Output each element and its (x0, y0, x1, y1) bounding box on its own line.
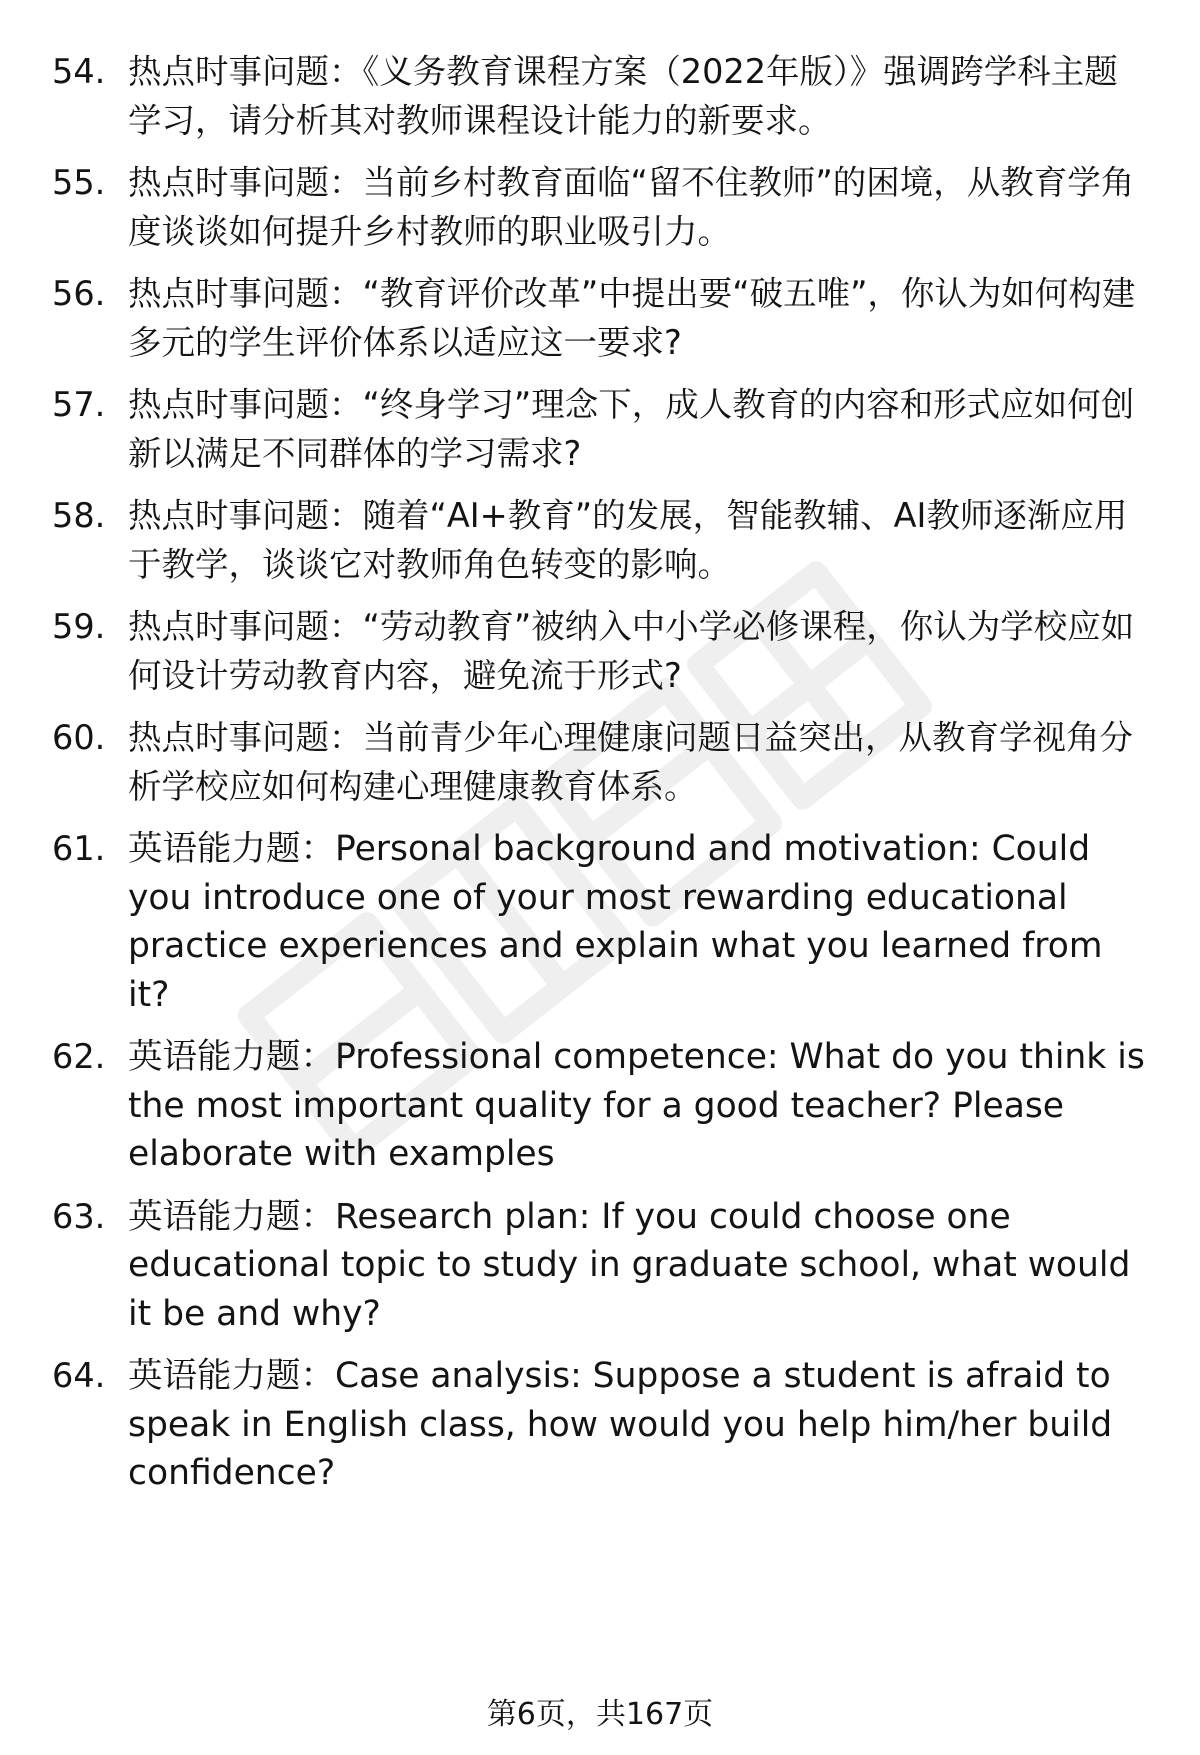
question-number: 57. (52, 385, 106, 424)
page-footer (0, 1697, 1200, 1733)
question-number: 62. (52, 1037, 106, 1076)
question-number: 55. (52, 163, 106, 202)
question-text: 英语能力题：Case analysis: Suppose a student is afraid to speak in English class, how would you help him/her build confidence? (128, 1356, 1113, 1493)
question-text: 热点时事问题：“教育评价改革”中提出要“破五唯”，你认为如何构建多元的学生评价体系以适应这一要求? (128, 274, 1136, 362)
question-item-61 (0, 825, 1200, 1019)
question-text: 英语能力题：Personal background and motivation: Could you introduce one of your most rewarding educational practice experiences and explain what you learned from it? (128, 829, 1103, 1015)
question-text: 热点时事问题：“劳动教育”被纳入中小学必修课程，你认为学校应如何设计劳动教育内容，避免流于形式? (128, 607, 1135, 695)
question-text: 热点时事问题：《义务教育课程方案（2022年版）》强调跨学科主题学习，请分析其对教师课程设计能力的新要求。 (128, 52, 1118, 140)
question-item-60 (0, 714, 1200, 811)
question-text: 热点时事问题：当前乡村教育面临“留不住教师”的困境，从教育学角度谈谈如何提升乡村教师的职业吸引力。 (128, 163, 1135, 251)
question-text: 热点时事问题：“终身学习”理念下，成人教育的内容和形式应如何创新以满足不同群体的学习需求? (128, 385, 1135, 473)
question-item-54 (0, 48, 1200, 145)
question-list (0, 48, 1200, 1512)
question-item-56 (0, 270, 1200, 367)
question-text: 英语能力题：Research plan: If you could choose one educational topic to study in graduate school, what would it be and why? (128, 1196, 1131, 1334)
question-item-59 (0, 603, 1200, 700)
question-number: 64. (52, 1356, 106, 1395)
question-number: 60. (52, 718, 106, 757)
question-number: 54. (52, 52, 106, 91)
question-item-64 (0, 1352, 1200, 1498)
question-item-58 (0, 492, 1200, 589)
question-number: 61. (52, 829, 106, 868)
question-number: 59. (52, 607, 106, 646)
question-item-57 (0, 381, 1200, 478)
question-item-63 (0, 1193, 1200, 1339)
question-text: 英语能力题：Professional competence: What do you think is the most important quality for a good teacher? Please elaborate with examples (128, 1037, 1145, 1174)
question-number: 58. (52, 496, 106, 535)
question-item-62 (0, 1033, 1200, 1179)
page-number-label: 第6页，共167页 (486, 1697, 714, 1732)
question-number: 63. (52, 1196, 106, 1236)
question-item-55 (0, 159, 1200, 256)
question-number: 56. (52, 274, 106, 313)
question-text: 热点时事问题：随着“AI+教育”的发展，智能教辅、AI教师逐渐应用于教学，谈谈它对教师角色转变的影响。 (128, 496, 1128, 584)
question-text: 热点时事问题：当前青少年心理健康问题日益突出，从教育学视角分析学校应如何构建心理健康教育体系。 (128, 718, 1133, 806)
